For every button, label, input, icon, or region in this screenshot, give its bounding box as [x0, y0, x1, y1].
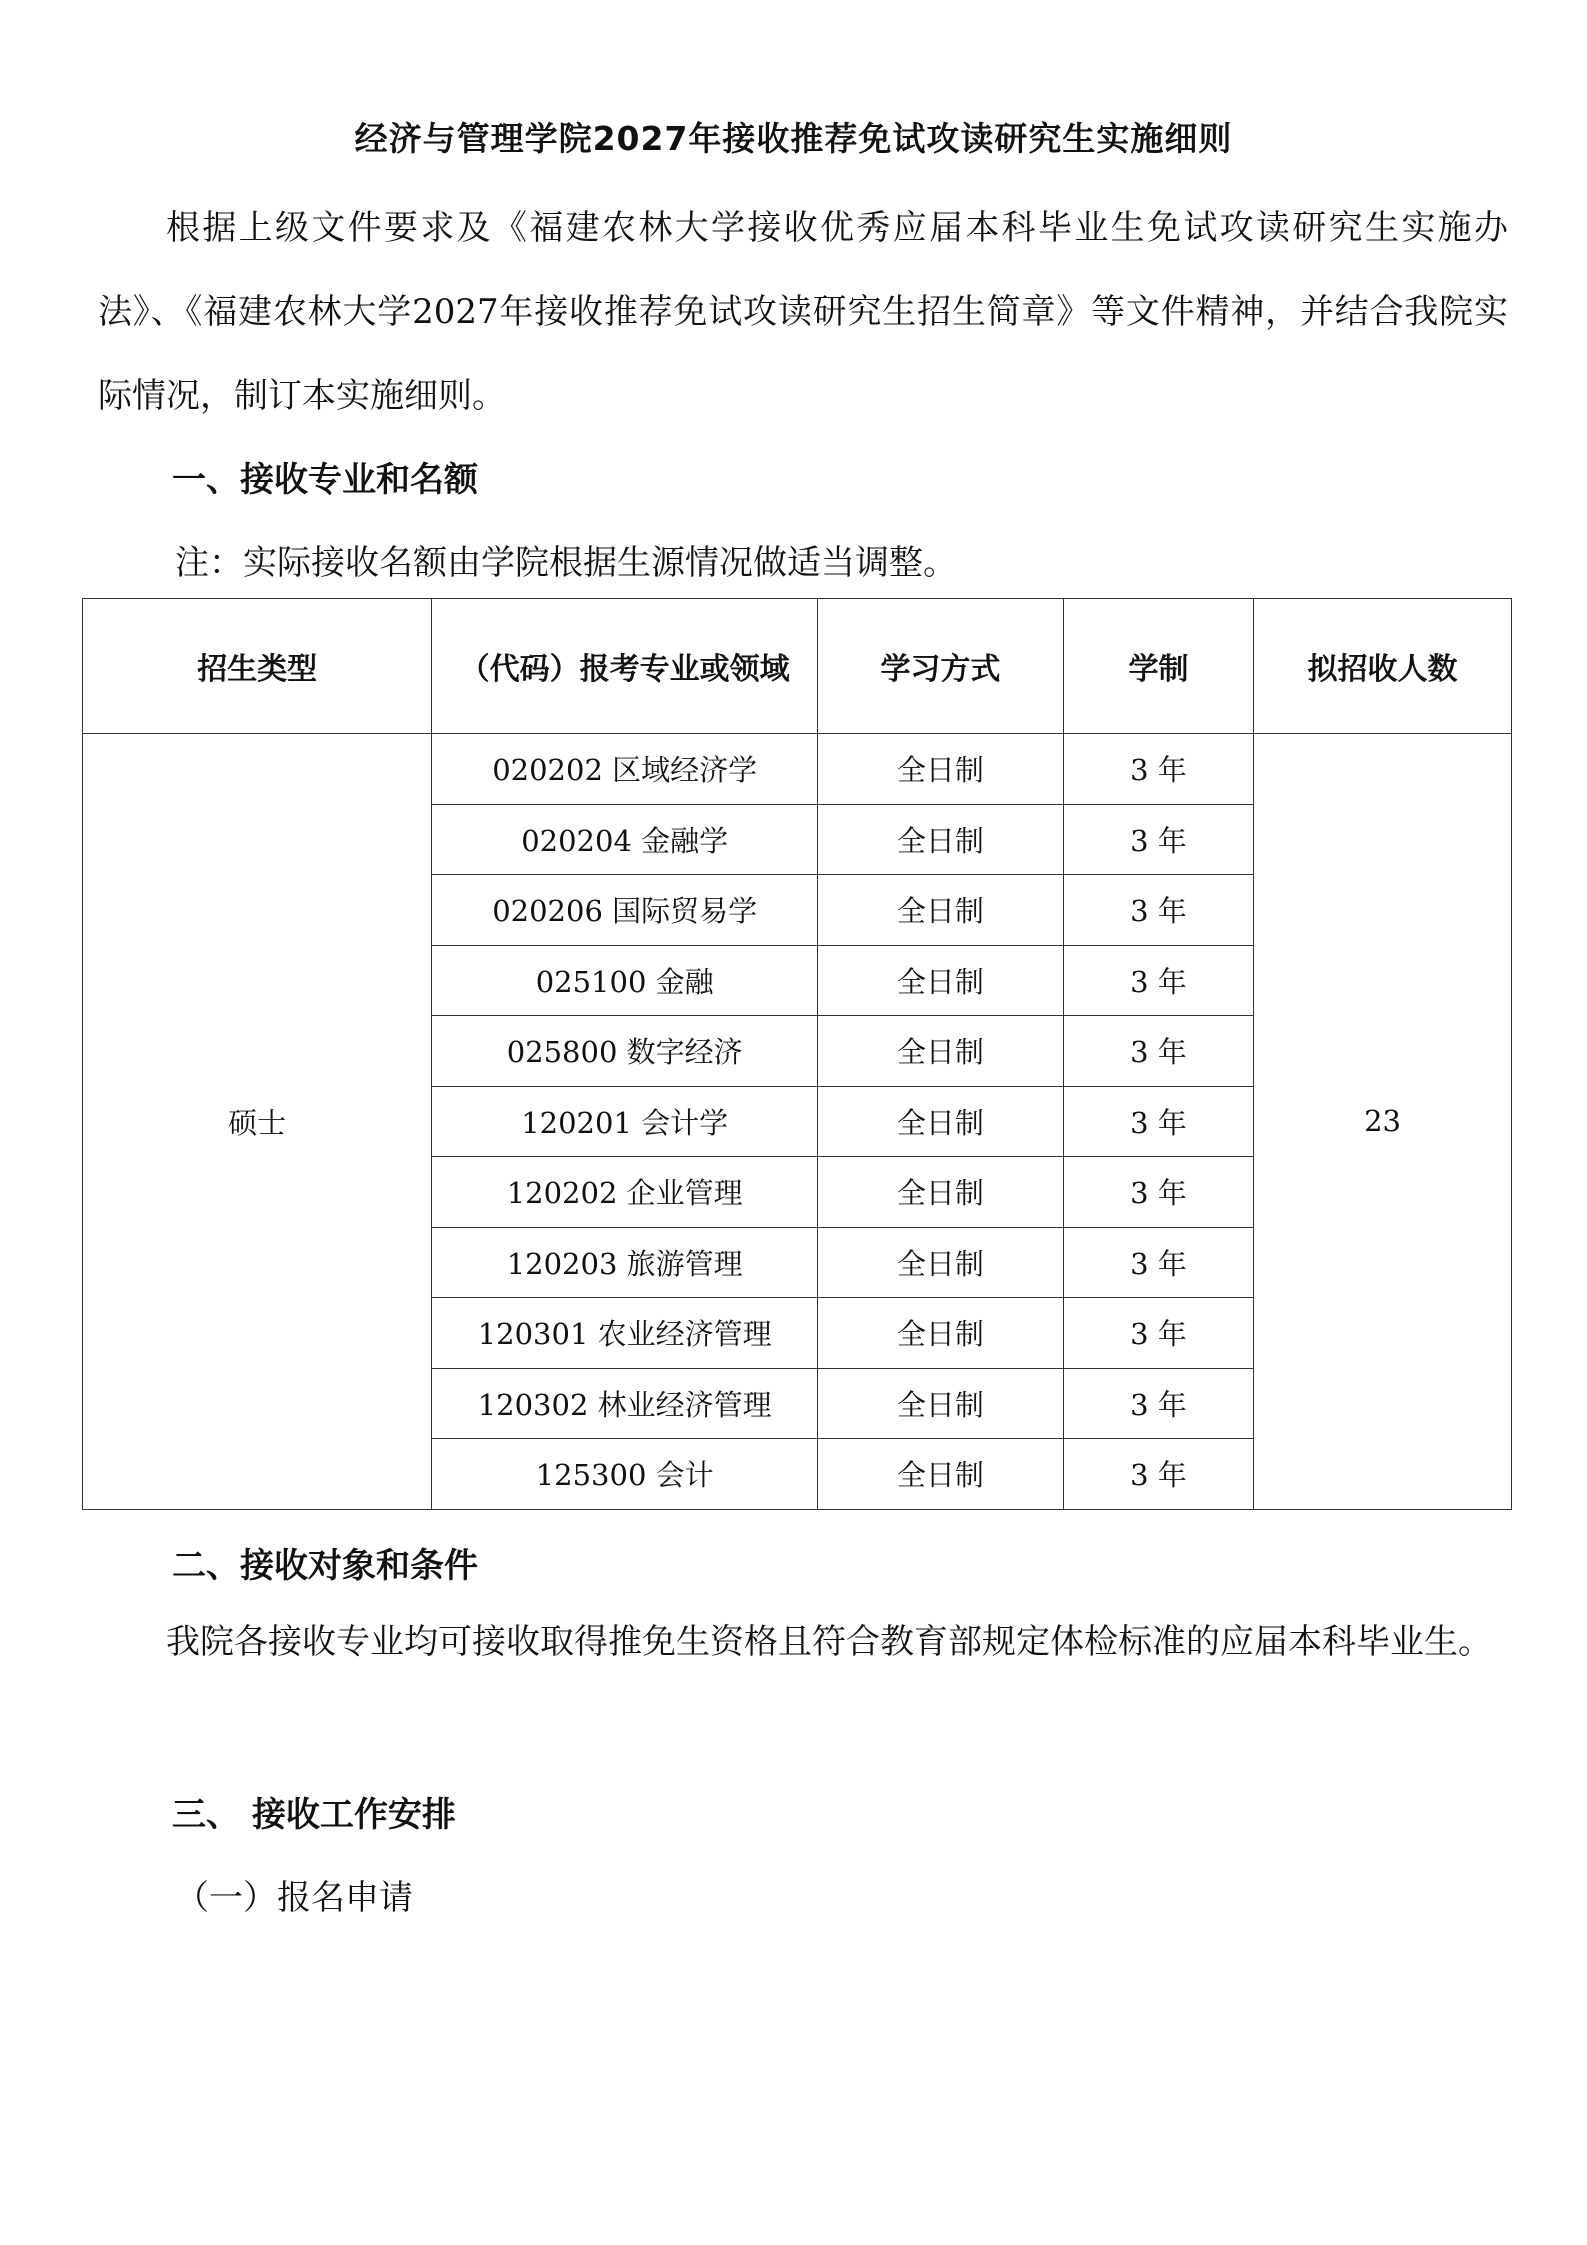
- section2-heading: 二、接收对象和条件: [172, 1546, 478, 1586]
- document-title: 经济与管理学院2027年接收推荐免试攻读研究生实施细则: [354, 119, 1233, 158]
- cell-mode: 全日制: [817, 1227, 1063, 1298]
- cell-years: 3 年: [1063, 734, 1253, 805]
- cell-major: 120203 旅游管理: [432, 1227, 818, 1298]
- cell-mode: 全日制: [817, 875, 1063, 946]
- cell-mode: 全日制: [817, 804, 1063, 875]
- cell-years: 3 年: [1063, 1439, 1253, 1510]
- cell-years: 3 年: [1063, 1227, 1253, 1298]
- section2-paragraph: 我院各接收专业均可接收取得推免生资格且符合教育部规定体检标准的应届本科毕业生。: [166, 1622, 1492, 1662]
- cell-mode: 全日制: [817, 1368, 1063, 1439]
- cell-major: 120202 企业管理: [432, 1157, 818, 1228]
- cell-major: 120301 农业经济管理: [432, 1298, 818, 1369]
- quota-note: 注：实际接收名额由学院根据生源情况做适当调整。: [175, 543, 957, 583]
- cell-major: 025800 数字经济: [432, 1016, 818, 1087]
- cell-mode: 全日制: [817, 734, 1063, 805]
- cell-mode: 全日制: [817, 1016, 1063, 1087]
- cell-mode: 全日制: [817, 1439, 1063, 1510]
- cell-major: 020206 国际贸易学: [432, 875, 818, 946]
- header-years: 学制: [1063, 599, 1253, 734]
- cell-major: 020204 金融学: [432, 804, 818, 875]
- cell-mode: 全日制: [817, 1157, 1063, 1228]
- cell-years: 3 年: [1063, 945, 1253, 1016]
- cell-mode: 全日制: [817, 945, 1063, 1016]
- table-header-row: [83, 599, 1512, 734]
- subsection-registration: （一）报名申请: [175, 1878, 413, 1918]
- quota-table: [82, 598, 1512, 1510]
- cell-years: 3 年: [1063, 1157, 1253, 1228]
- header-quota: 拟招收人数: [1254, 599, 1512, 734]
- cell-major: 120302 林业经济管理: [432, 1368, 818, 1439]
- cell-years: 3 年: [1063, 1086, 1253, 1157]
- cell-quota: 23: [1254, 734, 1512, 1510]
- cell-major: 025100 金融: [432, 945, 818, 1016]
- header-mode: 学习方式: [817, 599, 1063, 734]
- header-major: （代码）报考专业或领域: [432, 599, 818, 734]
- section1-heading: 一、接收专业和名额: [172, 460, 478, 500]
- cell-major: 020202 区域经济学: [432, 734, 818, 805]
- table-row: [83, 734, 1512, 805]
- section3-heading: 三、 接收工作安排: [172, 1795, 456, 1835]
- intro-paragraph: 根据上级文件要求及《福建农林大学接收优秀应届本科毕业生免试攻读研究生实施办法》、《福建农林大学2027年接收推荐免试攻读研究生招生简章》等文件精神，并结合我院实际情况，制订本实施细则。: [98, 208, 1508, 416]
- cell-years: 3 年: [1063, 875, 1253, 946]
- cell-enrollment-type: 硕士: [83, 734, 432, 1510]
- cell-years: 3 年: [1063, 1016, 1253, 1087]
- cell-major: 120201 会计学: [432, 1086, 818, 1157]
- header-type: 招生类型: [83, 599, 432, 734]
- cell-years: 3 年: [1063, 1368, 1253, 1439]
- cell-mode: 全日制: [817, 1298, 1063, 1369]
- cell-years: 3 年: [1063, 804, 1253, 875]
- cell-mode: 全日制: [817, 1086, 1063, 1157]
- cell-years: 3 年: [1063, 1298, 1253, 1369]
- cell-major: 125300 会计: [432, 1439, 818, 1510]
